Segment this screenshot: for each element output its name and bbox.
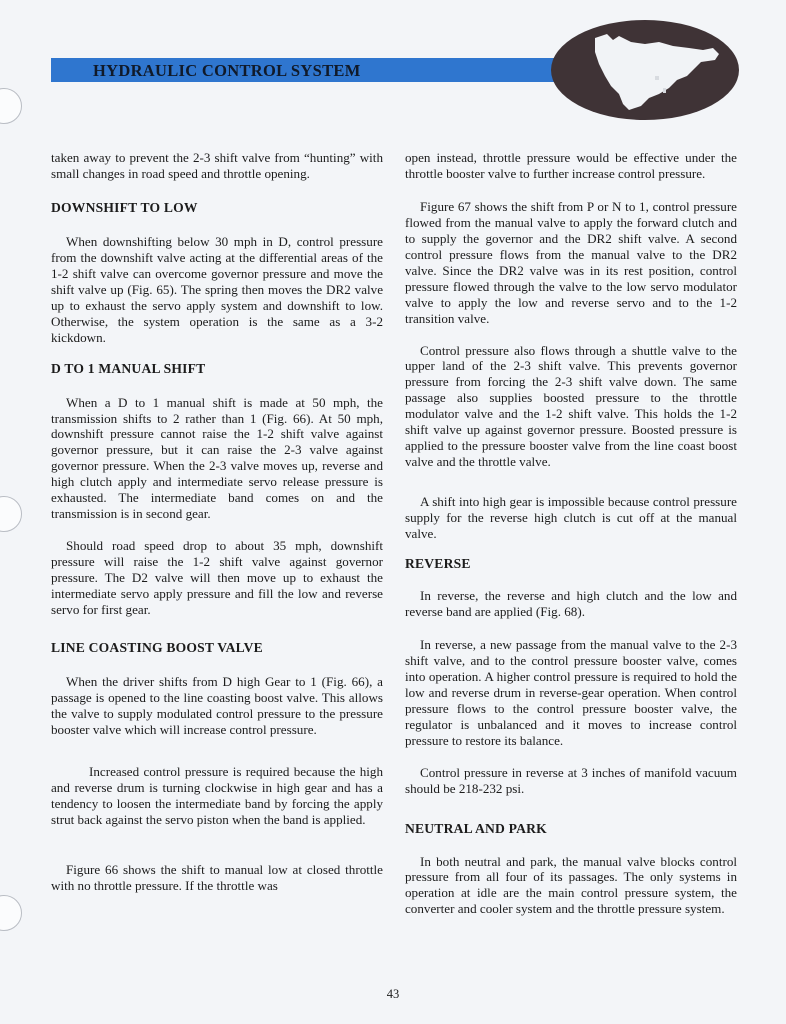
- paragraph: A shift into high gear is impossible because control pressure supply for the reverse high clutch is cut off at the manual valve.: [405, 494, 737, 542]
- paragraph: Figure 67 shows the shift from P or N to 1, control pressure flowed from the manual valve to apply the forward clutch and to supply the governor and the DR2 shift valve. A second control pressure flows from the manual valve to the DR2 valve. Since the DR2 valve was in its rest position, control pressure flowed through the valve to the low servo modulator valve to apply the low and reverse servo and to the 1-2 transition valve.: [405, 198, 737, 326]
- paragraph: When a D to 1 manual shift is made at 50 mph, the transmission shifts to 2 rather than 1 (Fig. 66). At 50 mph, downshift pressure cannot raise the 1-2 shift valve against governor pressure, but it can raise the 2-3 valve against governor pressure. When the 2-3 valve moves up, reverse and high clutch apply and intermediate servo release pressure is exhausted. The intermediate band comes on and the transmission is in second gear.: [51, 394, 383, 522]
- binder-hole-middle: [0, 496, 22, 532]
- page-title: HYDRAULIC CONTROL SYSTEM: [93, 61, 361, 80]
- paragraph: Should road speed drop to about 35 mph, downshift pressure will raise the 1-2 shift valve against governor pressure. The D2 valve will then move up to exhaust the intermediate servo apply pressure and fill the low and reverse servo for first gear.: [51, 538, 383, 618]
- left-column: [51, 150, 383, 894]
- binder-hole-top: [0, 88, 22, 124]
- section-heading-line-coasting-boost-valve: LINE COASTING BOOST VALVE: [51, 639, 263, 655]
- transmission-silhouette-icon: [549, 18, 745, 122]
- paragraph: When downshifting below 30 mph in D, control pressure from the downshift valve acting at the differential areas of the 1-2 shift valve can overcome governor pressure and move the shift valve up (Fig. 65). The spring then moves the DR2 valve up to exhaust the servo apply system and downshift to low. Otherwise, the system operation is the same as a 3-2 kickdown.: [51, 233, 383, 345]
- paragraph: Control pressure also flows through a shuttle valve to the upper land of the 2-3 shift valve. This prevents governor pressure from forcing the 2-3 shift valve down. The same passage also supplies boosted pressure to the throttle modulator valve and the 1-2 shift valve. This holds the 1-2 shift valve up against governor pressure. Boosted pressure is applied to the pressure booster valve from the line coast boost valve and the throttle valve.: [405, 342, 737, 470]
- page-number: 43: [386, 987, 400, 1001]
- binder-hole-bottom: [0, 895, 22, 931]
- paragraph: In reverse, a new passage from the manual valve to the 2-3 shift valve, and to the control pressure booster valve, comes into operation. A higher control pressure is required to hold the low and reverse drum in reverse-gear operation. When control pressure flows to the control pressure booster valve, the regulator is unbalanced and it moves to increase control pressure to restore its balance.: [405, 636, 737, 748]
- section-heading-d-to-1-manual-shift: D TO 1 MANUAL SHIFT: [51, 360, 206, 376]
- paragraph: Figure 66 shows the shift to manual low at closed throttle with no throttle pressure. If the throttle was: [51, 861, 383, 893]
- section-heading-downshift-to-low: DOWNSHIFT TO LOW: [51, 199, 198, 215]
- paragraph: Increased control pressure is required because the high and reverse drum is turning clockwise in high gear and has a tendency to loosen the intermediate band by forcing the apply strut back against the servo piston when the band is applied.: [51, 763, 383, 827]
- paragraph: open instead, throttle pressure would be effective under the throttle booster valve to further increase control pressure.: [405, 150, 737, 181]
- paragraph: taken away to prevent the 2-3 shift valve from “hunting” with small changes in road speed and throttle opening.: [51, 150, 383, 181]
- paragraph: Control pressure in reverse at 3 inches of manifold vacuum should be 218-232 psi.: [405, 764, 737, 796]
- section-heading-neutral-and-park: NEUTRAL AND PARK: [405, 820, 547, 836]
- section-heading-reverse: REVERSE: [405, 556, 471, 572]
- paragraph: When the driver shifts from D high Gear to 1 (Fig. 66), a passage is opened to the line coasting boost valve. This allows the valve to supply modulated control pressure to the pressure booster valve which will increase control pressure.: [51, 673, 383, 737]
- paragraph: In reverse, the reverse and high clutch and the low and reverse band are applied (Fig. 68).: [405, 588, 737, 619]
- paragraph: In both neutral and park, the manual valve blocks control pressure from all four of its passages. The only systems in operation at idle are the main control pressure system, the converter and cooler system and the throttle pressure system.: [405, 853, 737, 917]
- right-column: [405, 150, 737, 917]
